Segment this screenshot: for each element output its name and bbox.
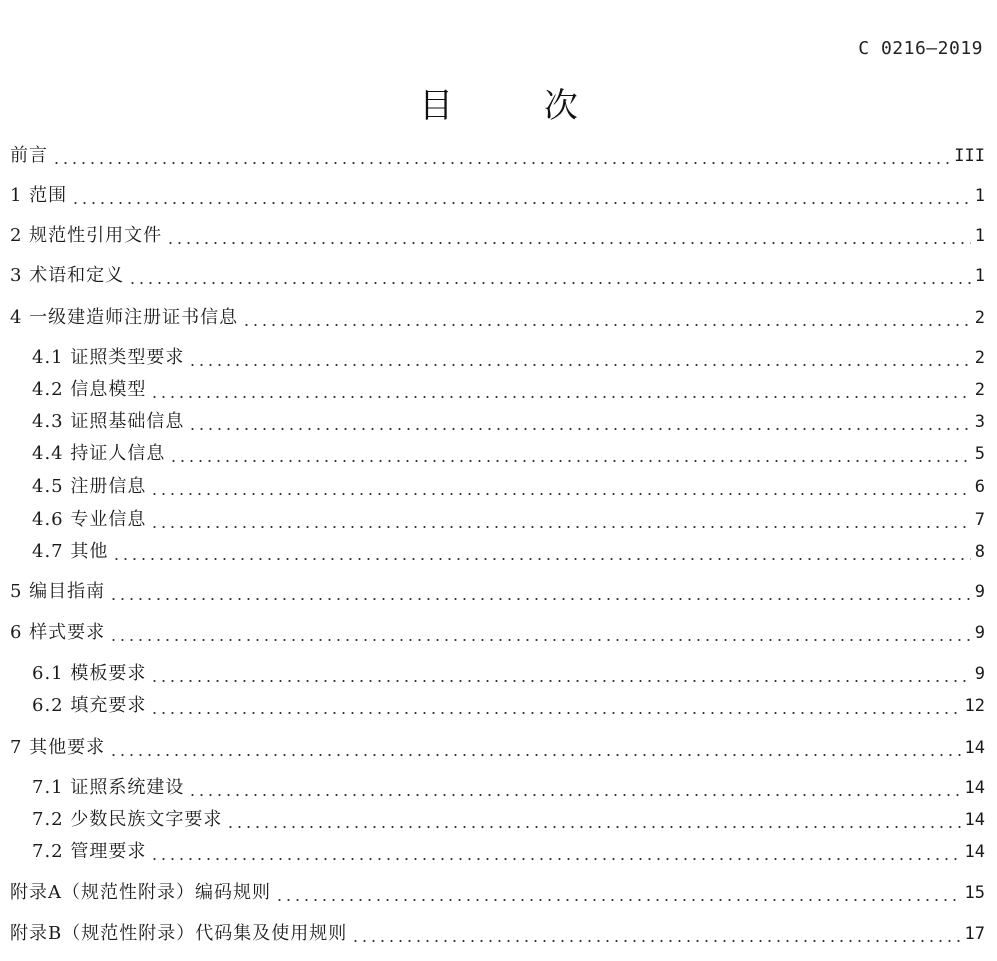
toc-dot-leader — [112, 558, 970, 560]
toc-entry-page-number: 3 — [974, 412, 985, 432]
toc-dot-leader — [109, 754, 960, 756]
toc-dot-leader — [109, 639, 971, 641]
toc-dot-leader — [150, 712, 960, 714]
toc-entry[interactable] — [10, 181, 985, 211]
toc-entry[interactable] — [10, 618, 985, 648]
toc-entry[interactable] — [10, 773, 985, 803]
toc-dot-leader — [150, 680, 970, 682]
toc-entry[interactable] — [10, 805, 985, 835]
toc-entry-label: 7.2 管理要求 — [32, 841, 147, 862]
toc-entry-page-number: 12 — [964, 696, 985, 716]
toc-dot-leader — [169, 460, 970, 462]
toc-entry-label: 4.7 其他 — [32, 541, 109, 562]
toc-dot-leader — [71, 202, 971, 204]
toc-entry-page-number: 6 — [974, 477, 985, 497]
toc-entry-label: 前言 — [10, 145, 48, 166]
toc-entry[interactable] — [10, 659, 985, 689]
toc-entry-page-number: 1 — [974, 266, 985, 286]
toc-entry[interactable] — [10, 691, 985, 721]
toc-entry-page-number: 2 — [974, 308, 985, 328]
toc-entry[interactable] — [10, 303, 985, 333]
toc-entry[interactable] — [10, 375, 985, 405]
toc-dot-leader — [52, 162, 950, 164]
toc-entry[interactable] — [10, 221, 985, 251]
toc-entry-page-number: III — [954, 146, 985, 166]
toc-dot-leader — [275, 899, 961, 901]
toc-entry-page-number: 14 — [964, 810, 985, 830]
toc-dot-leader — [109, 598, 971, 600]
toc-entry-page-number: 5 — [974, 444, 985, 464]
toc-dot-leader — [226, 826, 960, 828]
toc-entry-page-number: 2 — [974, 348, 985, 368]
toc-dot-leader — [150, 526, 970, 528]
toc-entry-page-number: 1 — [974, 186, 985, 206]
toc-entry[interactable] — [10, 919, 985, 949]
toc-entry-label: 6 样式要求 — [10, 622, 106, 643]
toc-entry[interactable] — [10, 537, 985, 567]
toc-dot-leader — [128, 282, 971, 284]
document-code: C 0216—2019 — [858, 38, 983, 59]
toc-entry-page-number: 9 — [974, 664, 985, 684]
toc-entry-label: 附录A（规范性附录）编码规则 — [10, 882, 271, 903]
toc-entry-page-number: 14 — [964, 738, 985, 758]
toc-entry-page-number: 14 — [964, 778, 985, 798]
toc-entry-label: 7.2 少数民族文字要求 — [32, 809, 223, 830]
toc-entry[interactable] — [10, 261, 985, 291]
toc-entry-label: 4.6 专业信息 — [32, 509, 147, 530]
toc-entry[interactable] — [10, 141, 985, 171]
toc-dot-leader — [188, 794, 960, 796]
toc-entry-page-number: 9 — [974, 582, 985, 602]
toc-entry-label: 4.2 信息模型 — [32, 379, 147, 400]
toc-entry-page-number: 17 — [964, 924, 985, 944]
toc-entry-label: 7 其他要求 — [10, 737, 106, 758]
toc-entry-label: 6.1 模板要求 — [32, 663, 147, 684]
toc-entry-label: 6.2 填充要求 — [32, 695, 147, 716]
toc-entry-label: 3 术语和定义 — [10, 265, 125, 286]
toc-entry[interactable] — [10, 407, 985, 437]
toc-entry-label: 7.1 证照系统建设 — [32, 777, 185, 798]
toc-entry[interactable] — [10, 472, 985, 502]
toc-dot-leader — [166, 242, 971, 244]
toc-entry[interactable] — [10, 505, 985, 535]
toc-entry[interactable] — [10, 878, 985, 908]
toc-entry[interactable] — [10, 733, 985, 763]
page-title: 目 次 — [419, 86, 618, 126]
toc-entry-page-number: 15 — [964, 883, 985, 903]
toc-entry-label: 4 一级建造师注册证书信息 — [10, 307, 239, 328]
toc-entry[interactable] — [10, 343, 985, 373]
toc-dot-leader — [150, 858, 960, 860]
toc-entry-page-number: 7 — [974, 510, 985, 530]
toc-dot-leader — [188, 364, 970, 366]
toc-dot-leader — [150, 493, 970, 495]
toc-entry-label: 1 范围 — [10, 185, 68, 206]
toc-entry-page-number: 8 — [974, 542, 985, 562]
toc-entry[interactable] — [10, 577, 985, 607]
toc-entry-label: 4.4 持证人信息 — [32, 443, 166, 464]
toc-entry-page-number: 2 — [974, 380, 985, 400]
toc-entry[interactable] — [10, 837, 985, 867]
toc-dot-leader — [188, 428, 970, 430]
toc-entry-page-number: 14 — [964, 842, 985, 862]
toc-dot-leader — [150, 396, 970, 398]
toc-entry-label: 2 规范性引用文件 — [10, 225, 163, 246]
toc-entry-label: 4.5 注册信息 — [32, 476, 147, 497]
toc-entry-label: 4.3 证照基础信息 — [32, 411, 185, 432]
toc-entry-page-number: 9 — [974, 623, 985, 643]
toc-entry-label: 5 编目指南 — [10, 581, 106, 602]
toc-dot-leader — [242, 324, 971, 326]
toc-entry-label: 4.1 证照类型要求 — [32, 347, 185, 368]
toc-entry-label: 附录B（规范性附录）代码集及使用规则 — [10, 923, 348, 944]
toc-entry-page-number: 1 — [974, 226, 985, 246]
toc-dot-leader — [351, 940, 960, 942]
toc-entry[interactable] — [10, 439, 985, 469]
